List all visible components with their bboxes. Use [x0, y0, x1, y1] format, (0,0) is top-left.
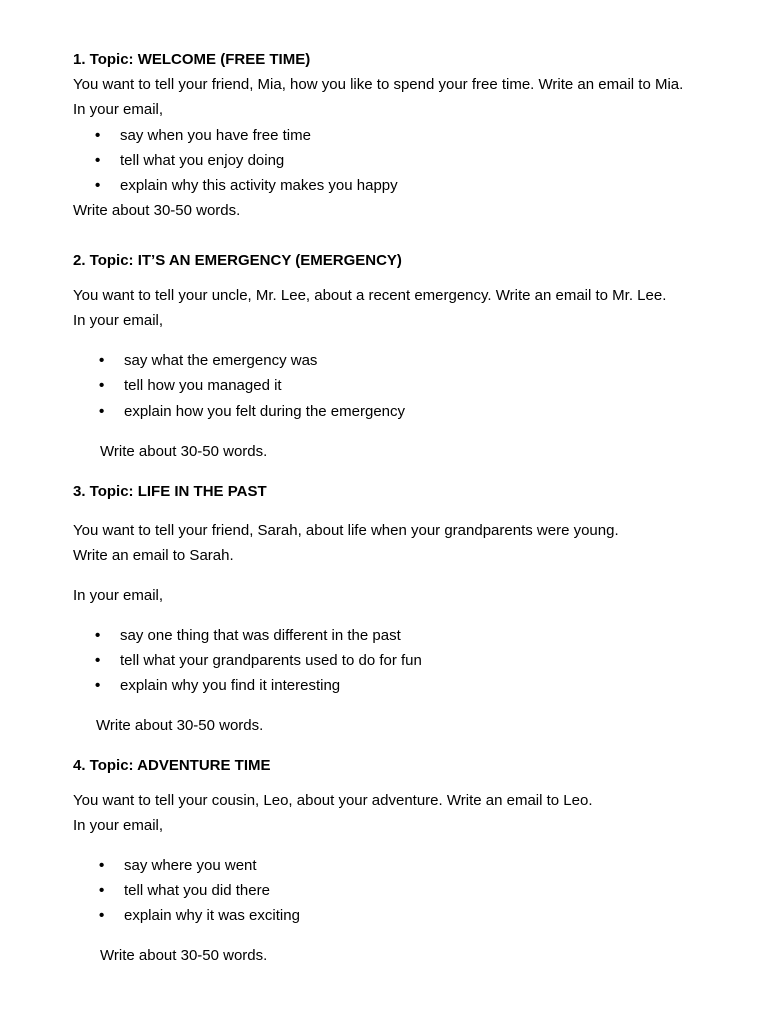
- topic-intro: In your email,: [73, 101, 164, 118]
- bullet-icon: •: [99, 352, 105, 369]
- topic-intro: You want to tell your cousin, Leo, about your adventure. Write an email to Leo.: [73, 792, 593, 809]
- word-count-instruction: Write about 30-50 words.: [73, 202, 241, 219]
- list-item-text: tell how you managed it: [124, 377, 282, 394]
- topic-intro: You want to tell your uncle, Mr. Lee, about a recent emergency. Write an email to Mr. Lee.: [73, 287, 667, 304]
- bullet-icon: •: [99, 907, 105, 924]
- bullet-icon: •: [95, 677, 101, 694]
- list-item-text: tell what your grandparents used to do for fun: [120, 652, 422, 669]
- word-count-instruction: Write about 30-50 words.: [96, 717, 264, 734]
- bullet-icon: •: [95, 152, 101, 169]
- topic-intro: In your email,: [73, 312, 164, 329]
- bullet-icon: •: [95, 652, 101, 669]
- topic-intro: In your email,: [73, 587, 164, 604]
- bullet-icon: •: [99, 403, 105, 420]
- topic-intro: Write an email to Sarah.: [73, 547, 234, 564]
- list-item-text: explain how you felt during the emergency: [124, 403, 406, 420]
- topic-heading: 3. Topic: LIFE IN THE PAST: [73, 483, 267, 500]
- bullet-icon: •: [99, 377, 105, 394]
- list-item-text: tell what you did there: [124, 882, 270, 899]
- list-item-text: explain why this activity makes you happy: [120, 177, 398, 194]
- bullet-icon: •: [99, 882, 105, 899]
- bullet-icon: •: [95, 627, 101, 644]
- word-count-instruction: Write about 30-50 words.: [100, 443, 268, 460]
- topic-heading: 4. Topic: ADVENTURE TIME: [73, 757, 271, 774]
- list-item-text: say where you went: [124, 857, 257, 874]
- topic-heading: 1. Topic: WELCOME (FREE TIME): [73, 51, 311, 68]
- list-item-text: tell what you enjoy doing: [120, 152, 285, 169]
- topic-intro: You want to tell your friend, Mia, how you like to spend your free time. Write an email to Mia.: [73, 76, 684, 93]
- list-item-text: say one thing that was different in the past: [120, 627, 401, 644]
- bullet-icon: •: [99, 857, 105, 874]
- topic-intro: You want to tell your friend, Sarah, about life when your grandparents were young.: [73, 522, 619, 539]
- list-item-text: explain why you find it interesting: [120, 677, 341, 694]
- topic-heading: 2. Topic: IT’S AN EMERGENCY (EMERGENCY): [73, 252, 402, 269]
- list-item-text: say when you have free time: [120, 127, 311, 144]
- word-count-instruction: Write about 30-50 words.: [100, 947, 268, 964]
- bullet-icon: •: [95, 127, 101, 144]
- list-item-text: say what the emergency was: [124, 352, 318, 369]
- topic-intro: In your email,: [73, 817, 164, 834]
- list-item-text: explain why it was exciting: [124, 907, 300, 924]
- bullet-icon: •: [95, 177, 101, 194]
